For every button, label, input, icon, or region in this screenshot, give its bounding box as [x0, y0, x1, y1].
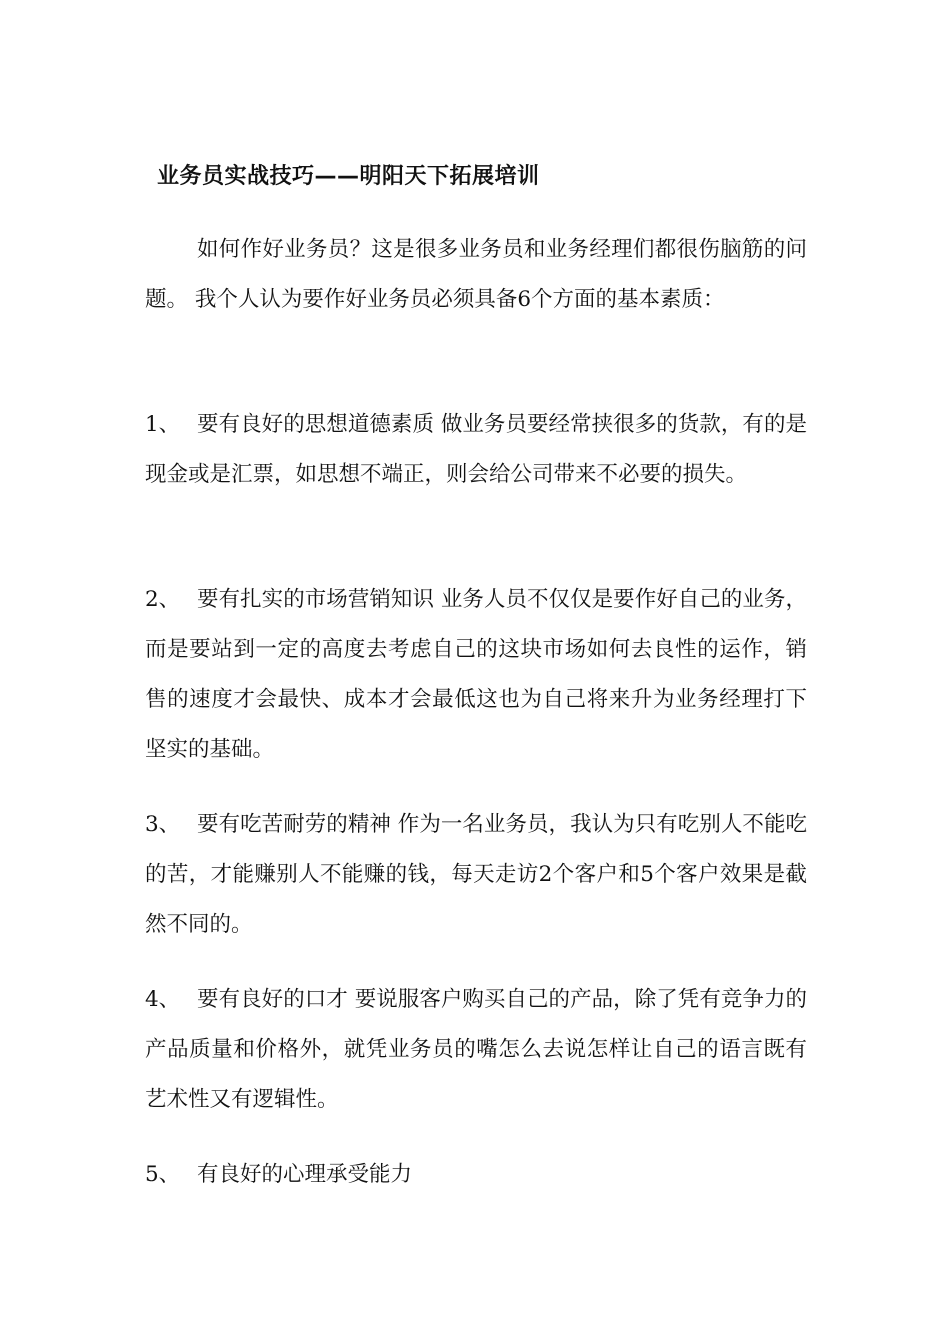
item-number: 1、 — [145, 412, 181, 437]
item-text: 要有良好的思想道德素质 做业务员要经常挟很多的货款，有的是现金或是汇票，如思想不端正，则会给公司带来不必要的损失。 — [145, 412, 807, 487]
item-number: 4、 — [145, 987, 181, 1012]
item-text: 有良好的心理承受能力 — [197, 1162, 413, 1187]
intro-paragraph: 如何作好业务员？这是很多业务员和业务经理们都很伤脑筋的问题。 我个人认为要作好业务员必须具备6个方面的基本素质： — [145, 237, 807, 312]
item-text: 要有良好的口才 要说服客户购买自己的产品，除了凭有竞争力的产品质量和价格外，就凭业务员的嘴怎么去说怎样让自己的语言既有艺术性又有逻辑性。 — [145, 987, 807, 1112]
list-item — [145, 400, 807, 500]
item-text: 要有吃苦耐劳的精神 作为一名业务员，我认为只有吃别人不能吃的苦，才能赚别人不能赚的钱，每天走访2个客户和5个客户效果是截然不同的。 — [145, 812, 807, 937]
list-item — [145, 975, 807, 1125]
item-number: 5、 — [145, 1162, 181, 1187]
item-number: 3、 — [145, 812, 181, 837]
item-number: 2、 — [145, 587, 181, 612]
list-item — [145, 800, 807, 950]
document-title: 业务员实战技巧——明阳天下拓展培训 — [157, 164, 540, 189]
item-text: 要有扎实的市场营销知识 业务人员不仅仅是要作好自己的业务，而是要站到一定的高度去考虑自己的这块市场如何去良性的运作，销售的速度才会最快、成本才会最低这也为自己将来升为业务经理打下坚实的基础。 — [145, 587, 807, 762]
list-item — [145, 575, 807, 775]
list-item — [145, 1150, 807, 1200]
